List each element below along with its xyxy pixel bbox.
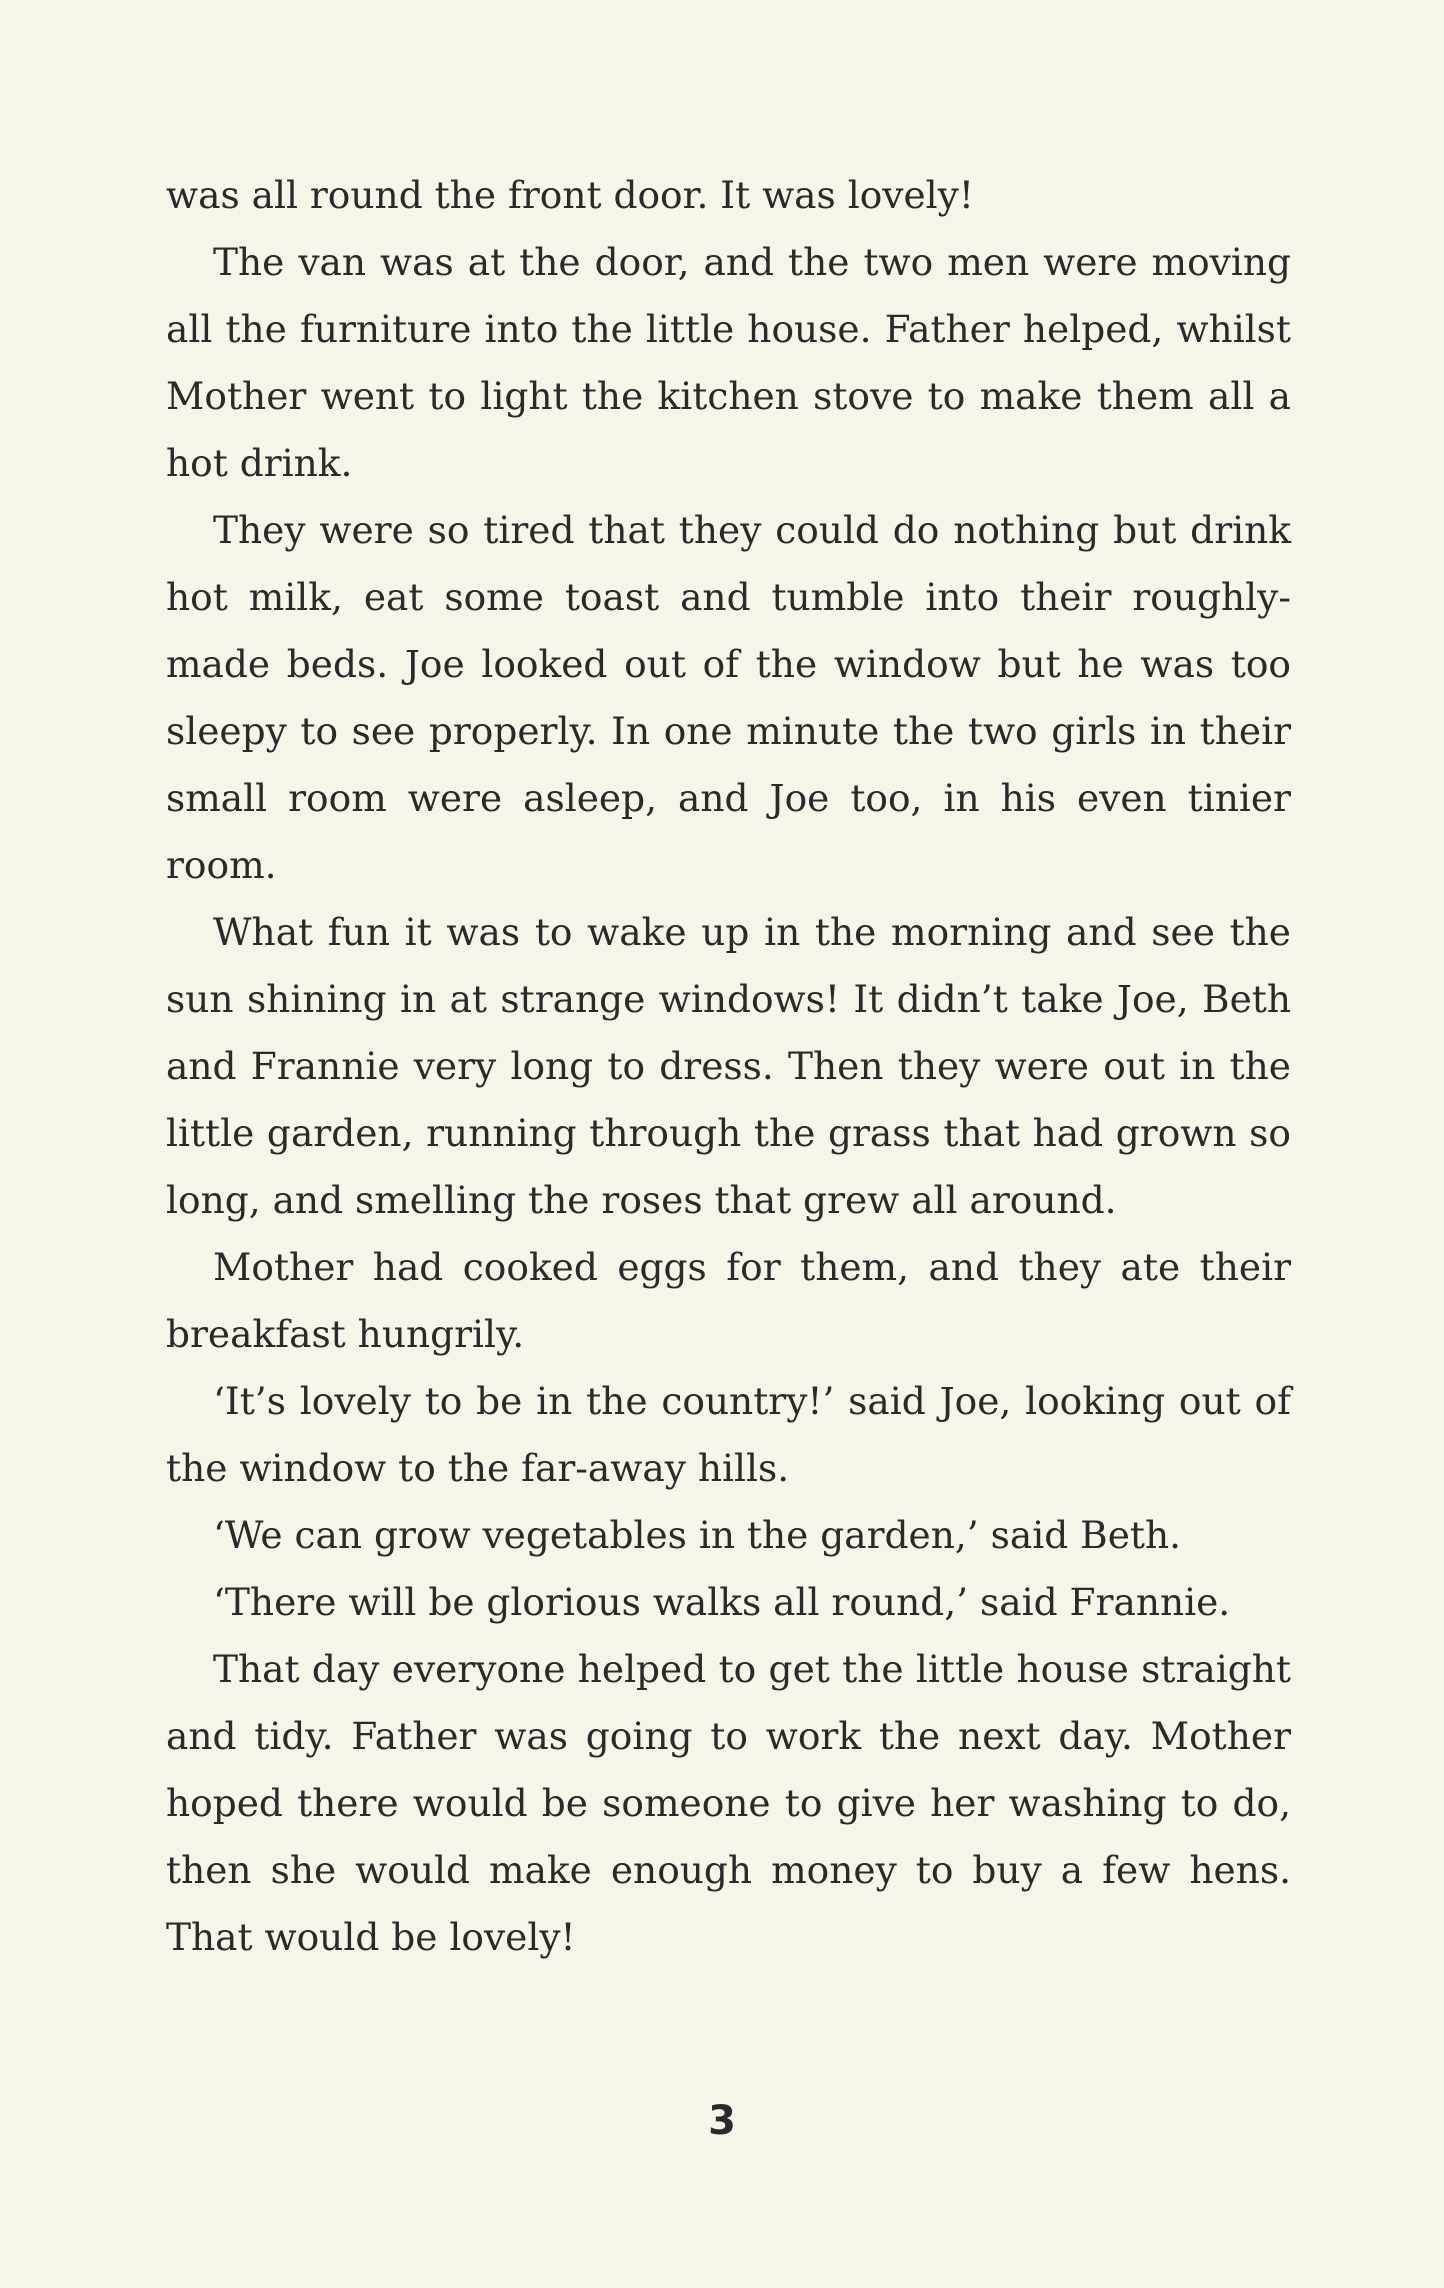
paragraph-7: ‘We can grow vegetables in the garden,’ said Beth.	[213, 1513, 1182, 1557]
paragraph-8: ‘There will be glorious walks all round,’ said Frannie.	[213, 1580, 1231, 1624]
paragraph-2: The van was at the door, and the two men were moving all the furniture into the little house. Father helped, whilst Mother went to light the kitchen stove to make them all a hot drink.	[166, 240, 1291, 485]
paragraph-5: Mother had cooked eggs for them, and they ate their breakfast hungrily.	[166, 1245, 1291, 1356]
paragraph-6: ‘It’s lovely to be in the country!’ said Joe, looking out of the window to the far-away hills.	[166, 1379, 1291, 1490]
body-text	[166, 162, 1291, 1971]
paragraph-9: That day everyone helped to get the little house straight and tidy. Father was going to work the next day. Mother hoped there would be someone to give her washing to do, then she would make enough money to buy a few hens. That would be lovely!	[166, 1647, 1291, 1959]
paragraph-1: was all round the front door. It was lovely!	[166, 173, 974, 217]
page-number: 3	[708, 2098, 736, 2144]
paragraph-4: What fun it was to wake up in the morning and see the sun shining in at strange windows! It didn’t take Joe, Beth and Frannie very long to dress. Then they were out in the little garden, running through the grass that had grown so long, and smelling the roses that grew all around.	[166, 910, 1291, 1222]
paragraph-3: They were so tired that they could do nothing but drink hot milk, eat some toast and tumble into their roughly-made beds. Joe looked out of the window but he was too sleepy to see properly. In one minute the two girls in their small room were asleep, and Joe too, in his even tinier room.	[166, 508, 1291, 887]
